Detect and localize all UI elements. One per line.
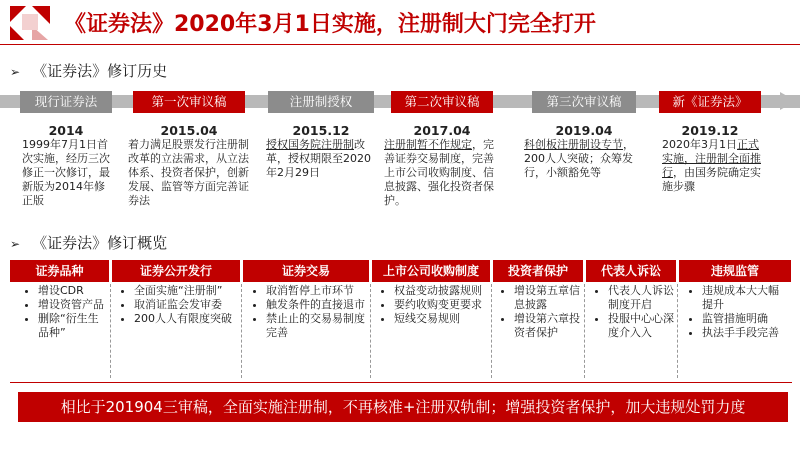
header-security-types: 证券品种 [10,260,109,282]
page-title: 《证券法》2020年3月1日实施，注册制大门完全打开 [64,12,596,37]
header-public-offering: 证券公开发行 [112,260,240,282]
list-item: • 增设CDR [38,284,108,298]
section-history-label: 《证券法》修订历史 [32,62,168,80]
list-item: • 增设第六章投资者保护 [514,312,580,340]
logo-icon [8,4,52,42]
column-violation-supervision [688,284,788,340]
desc-2019-04 [524,138,642,180]
desc-2019-12-date: 2020年3月1日 [662,138,737,151]
stage-first-draft: 第一次审议稿 [133,91,245,113]
column-separator [677,284,678,378]
header-representative-litigation: 代表人诉讼 [586,260,676,282]
stage-new-law: 新《证券法》 [659,91,761,113]
timeline-arrowhead [780,92,796,110]
column-trading [252,284,366,340]
stage-third-draft: 第三次审议稿 [532,91,636,113]
list-item: • 禁止止的交易易制度完善 [266,312,366,340]
column-representative-litigation [594,284,674,340]
header-investor-protection: 投资者保护 [493,260,583,282]
year-2015-12: 2015.12 [292,123,350,138]
desc-2019-12 [662,138,762,194]
column-investor-protection [500,284,580,340]
list-item: • 增设资管产品 [38,298,108,312]
list-item: • 违规成本大大幅提升 [702,284,788,312]
header-trading: 证券交易 [243,260,369,282]
list-item: • 增设第五章信息披露 [514,284,580,312]
title-divider [0,44,800,45]
list-item: • 取消证监会发审委 [134,298,238,312]
list-item: • 权益变动披露规则 [394,284,486,298]
column-security-types [24,284,108,340]
desc-2019-12-highlight: 正式实施，注册制全面推行 [662,138,761,179]
arrow-bullet-icon: ➢ [10,237,21,251]
desc-2015-04: 着力满足股票发行注册制改革的立法需求，从立法体系、投资者保护，创新发展、监管等方面完善证券法 [128,138,249,207]
section-overview [10,232,167,253]
desc-2017-04-highlight: 注册制暂不作规定 [384,138,472,151]
column-separator [370,284,371,378]
list-item: • 短线交易规则 [394,312,486,326]
year-2015-04: 2015.04 [160,123,218,138]
list-item: • 代表人人诉讼制度开启 [608,284,674,312]
desc-2019-04-highlight: 科创板注册制设专节 [524,138,623,151]
list-item: • 取消暂停上市环节 [266,284,366,298]
year-2019-04: 2019.04 [555,123,613,138]
stage-second-draft: 第二次审议稿 [391,91,493,113]
column-separator [491,284,492,378]
list-item: • 监管措施明确 [702,312,788,326]
summary-banner: 相比于201904三审稿，全面实施注册制，不再核准+注册双轨制；增强投资者保护，加大违规处罚力度 [18,392,788,422]
desc-2019-12-rest: ，由国务院确定实施步骤 [662,166,761,193]
stage-registration-authorization: 注册制授权 [268,91,374,113]
year-2014: 2014 [48,123,84,138]
section-overview-label: 《证券法》修订概览 [32,234,168,252]
header-violation-supervision: 违规监管 [679,260,791,282]
list-item: • 200人人有限度突破 [134,312,238,326]
section-history [10,60,167,81]
list-item: • 触发条件的直接退市 [266,298,366,312]
column-acquisition [380,284,486,326]
header-acquisition: 上市公司收购制度 [372,260,490,282]
arrow-bullet-icon: ➢ [10,65,21,79]
desc-2017-04-rest: ，完善证券交易制度，完善上市公司收购制度、信息披露、强化投资者保护。 [384,138,494,207]
list-item: • 删除“衍生生品种” [38,312,108,340]
stage-current-law: 现行证券法 [20,91,112,113]
list-item: • 投服中心心深度介入入 [608,312,674,340]
desc-2015-12-rest: 改革，授权期限至2020年2月29日 [266,138,371,179]
desc-2015-12-highlight: 授权国务院注册制 [266,138,354,151]
overview-bottom-rule [10,382,792,383]
list-item: • 要约收购变更要求 [394,298,486,312]
list-item: • 执法手手段完善 [702,326,788,340]
desc-2015-12 [266,138,378,180]
desc-2019-04-rest: ，200人人突破；众筹发行，小额豁免等 [524,138,634,179]
column-separator [110,284,111,378]
desc-2014: 1999年7月1日首次实施，经历三次修正一次修订，最新版为2014年修正版 [22,138,110,207]
column-public-offering [120,284,238,326]
year-2019-12: 2019.12 [681,123,739,138]
list-item: • 全面实施“注册制” [134,284,238,298]
column-separator [584,284,585,378]
desc-2017-04 [384,138,502,208]
year-2017-04: 2017.04 [413,123,471,138]
column-separator [241,284,242,378]
